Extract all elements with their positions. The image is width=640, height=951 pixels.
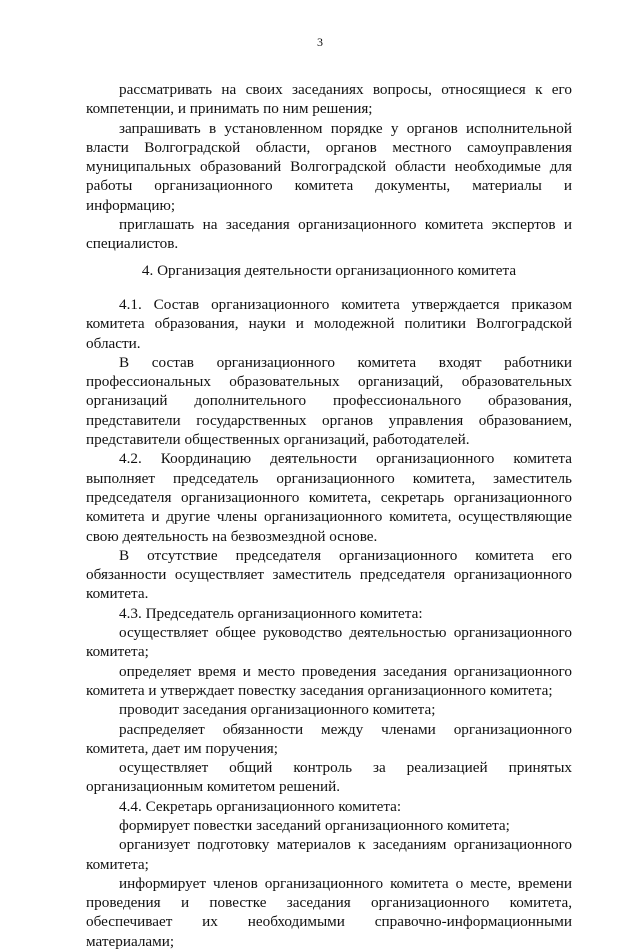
list-item: распределяет обязанности между членами организационного комитета, дает им поручения;	[86, 720, 572, 757]
paragraph: 4.4. Секретарь организационного комитета:	[119, 797, 402, 815]
paragraph: В состав организационного комитета входят работники профессиональных образовательных организаций, образовательных организаций дополнительного профессионального образования, представители государственных органов управления образованием, представители общественных организаций, работодателей.	[86, 353, 572, 449]
list-item: осуществляет общий контроль за реализацией принятых организационным комитетом решений.	[86, 759, 572, 796]
paragraph: 4.1. Состав организационного комитета утверждается приказом комитета образования, науки и молодежной политики Волгоградской области.	[86, 295, 572, 352]
paragraph: 4.3. Председатель организационного комитета:	[119, 604, 423, 622]
list-item: рассматривать на своих заседаниях вопросы, относящиеся к его компетенции, и принимать по ним решения;	[86, 81, 572, 118]
section-heading: 4. Организация деятельности организационного комитета	[141, 261, 517, 279]
list-item: приглашать на заседания организационного комитета экспертов и специалистов.	[86, 216, 572, 253]
document-body	[86, 80, 572, 951]
paragraph: 4.2. Координацию деятельности организационного комитета выполняет председатель организационного комитета, заместитель председателя организационного комитета, секретарь организационного комитета и другие члены организационного комитета, осуществляющие свою деятельность на безвозмездной основе.	[86, 450, 572, 545]
list-item: формирует повестки заседаний организационного комитета;	[119, 816, 510, 834]
list-item: запрашивать в установленном порядке у органов исполнительной власти Волгоградской области, органов местного самоуправления муниципальных образований Волгоградской области необходимые для работы организационного комитета документы, материалы и информацию;	[86, 119, 572, 214]
list-item: осуществляет общее руководство деятельностью организационного комитета;	[86, 624, 572, 661]
list-item: определяет время и место проведения заседания организационного комитета и утверждает повестку заседания организационного комитета;	[86, 662, 572, 699]
list-item: организует подготовку материалов к заседаниям организационного комитета;	[86, 836, 572, 873]
list-item: проводит заседания организационного комитета;	[119, 701, 436, 719]
list-item: информирует членов организационного комитета о месте, времени проведения и повестке заседания организационного комитета, обеспечивает их необходимыми справочно-информационными материалами;	[86, 874, 572, 950]
page-number: 3	[317, 35, 323, 49]
paragraph: В отсутствие председателя организационного комитета его обязанности осуществляет заместитель председателя организационного комитета.	[86, 546, 572, 603]
